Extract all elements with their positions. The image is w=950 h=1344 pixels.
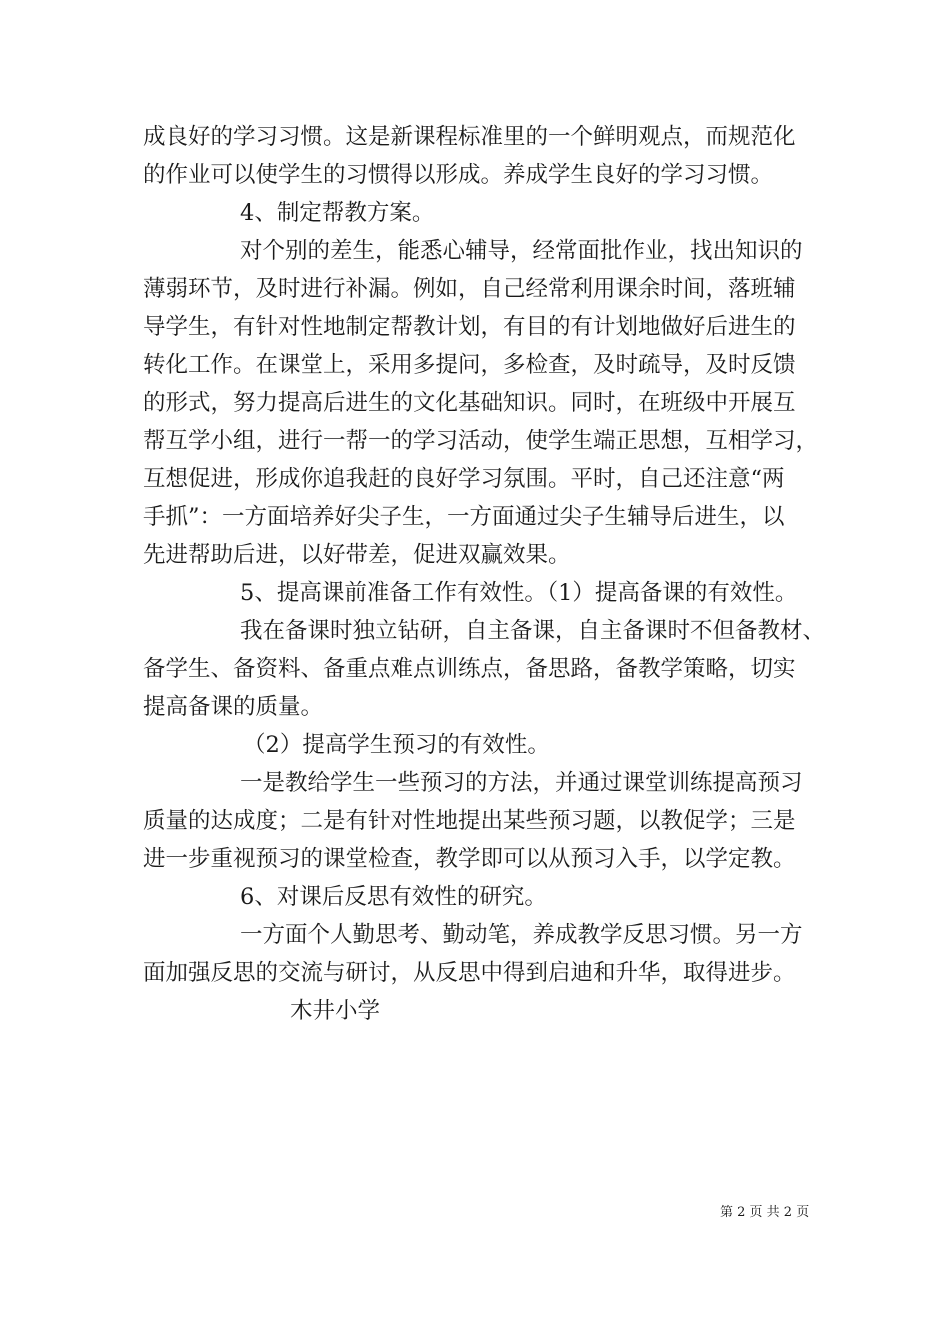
body-line: 成良好的学习习惯。这是新课程标准里的一个鲜明观点，而规范化 (143, 124, 796, 150)
body-line: 手抓”：一方面培养好尖子生，一方面通过尖子生辅导后进生，以 (143, 504, 785, 530)
body-line: 进一步重视预习的课堂检查，教学即可以从预习入手，以学定教。 (143, 846, 796, 872)
body-line: 一方面个人勤思考、勤动笔，养成教学反思习惯。另一方 (240, 922, 803, 948)
body-line: 我在备课时独立钻研，自主备课，自主备课时不但备教材、 (240, 618, 826, 644)
section-heading: 5、提高课前准备工作有效性。（1）提高备课的有效性。 (240, 580, 798, 606)
body-line: 一是教给学生一些预习的方法，并通过课堂训练提高预习 (240, 770, 803, 796)
body-line: 质量的达成度；二是有针对性地提出某些预习题，以教促学；三是 (143, 808, 796, 834)
body-line: 备学生、备资料、备重点难点训练点，备思路，备教学策略，切实 (143, 656, 796, 682)
body-line: 互想促进，形成你追我赶的良好学习氛围。平时，自己还注意“两 (143, 466, 785, 492)
body-line: 导学生，有针对性地制定帮教计划，有目的有计划地做好后进生的 (143, 314, 796, 340)
body-line: 的作业可以使学生的习惯得以形成。养成学生良好的学习习惯。 (143, 162, 774, 188)
body-line: 面加强反思的交流与研讨，从反思中得到启迪和升华，取得进步。 (143, 960, 796, 986)
section-heading: 4、制定帮教方案。 (240, 200, 435, 226)
school-signature: 木井小学 (290, 998, 381, 1024)
section-heading: （2）提高学生预习的有效性。 (243, 732, 550, 758)
body-line: 帮互学小组，进行一帮一的学习活动，使学生端正思想，互相学习， (143, 428, 819, 454)
body-line: 转化工作。在课堂上，采用多提问，多检查，及时疏导，及时反馈 (143, 352, 796, 378)
body-line: 先进帮助后进，以好带差，促进双赢效果。 (143, 542, 571, 568)
body-line: 的形式，努力提高后进生的文化基础知识。同时，在班级中开展互 (143, 390, 796, 416)
section-heading: 6、对课后反思有效性的研究。 (240, 884, 547, 910)
body-line: 提高备课的质量。 (143, 694, 324, 720)
body-line: 薄弱环节，及时进行补漏。例如，自己经常利用课余时间，落班辅 (143, 276, 796, 302)
body-line: 对个别的差生，能悉心辅导，经常面批作业，找出知识的 (240, 238, 803, 264)
page-footer: 第 2 页 共 2 页 (720, 1205, 810, 1220)
